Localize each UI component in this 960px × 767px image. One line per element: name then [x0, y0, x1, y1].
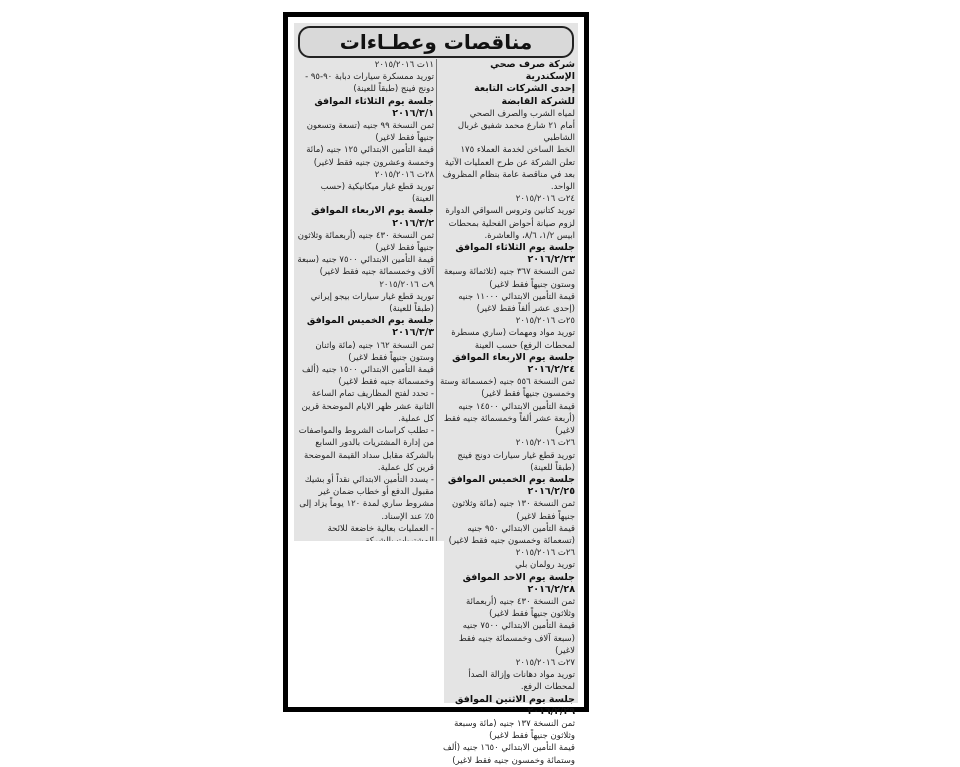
- paragraph: ثمن النسخة ٥٥٦ جنيه (خمسمائة وستة وخمسون جنيهاً فقط لاغير): [440, 377, 575, 400]
- paragraph: ثمن النسخة ١٦٢ جنيه (مائة واثنان وستون جنيهاً فقط لاغير): [315, 340, 434, 363]
- paragraph: توريد مواد ومهمات (ساري مسطرة لمحطات الرفع) حسب العينة: [451, 328, 575, 351]
- clipping-frame: [283, 12, 589, 766]
- paragraph: ثمن النسخة ٤٣٠ جنيه (أربعمائة وثلاثون جنيهاً فقط لاغير): [297, 230, 434, 254]
- paragraph: ٢٨ت ٢٠١٥/٢٠١٦: [374, 169, 434, 180]
- paragraph: ٢٤ت ٢٠١٥/٢٠١٦: [515, 194, 575, 205]
- paragraph: - يسدد التأمين الابتدائي نقداً أو بشيك مقبول الدفع أو خطاب ضمان غير مشروط ساري لمدة ١٢٠ يوماً يزاد إلى ٥٪ عند الإسناد.: [299, 474, 434, 522]
- session-heading: جلسة يوم الاحد الموافق ٢٠١٦/٢/٢٨: [462, 571, 575, 595]
- paragraph: ثمن النسخة ٣٦٧ جنيه (ثلاثمائة وسبعة وستون جنيهاً فقط لاغير): [443, 267, 575, 290]
- paragraph: أمام ٢١ شارع محمد شفيق غربال الشاطبي: [457, 121, 575, 144]
- newspaper-clipping: [294, 23, 578, 766]
- paragraph: ٢٥ت ٢٠١٥/٢٠١٦: [515, 316, 575, 327]
- paragraph: ثمن النسخة ٩٩ جنيه (تسعة وتسعون جنيهاً فقط لاغير): [306, 121, 434, 144]
- session-heading: جلسة يوم الثلاثاء الموافق ٢٠١٦/٣/١: [314, 95, 434, 119]
- session-heading: جلسة يوم الاثنين الموافق ٢٠١٦/٢/٢٩: [455, 693, 575, 717]
- paragraph: توريد قطع غيار سيارات بيجو إيراني (طبقاً للعينة): [310, 291, 434, 315]
- section-header: [298, 26, 574, 58]
- paragraph: لمياه الشرب والصرف الصحي: [469, 108, 575, 119]
- paragraph: - تطلب كراسات الشروط والمواصفات من إدارة المشتريات بالدور السابع بالشركة مقابل سداد القيمة الموضحة قرين كل عملية.: [298, 426, 434, 473]
- paragraph: - تحدد لفتح المظاريف تمام الساعة الثانية عشر ظهر الايام الموضحة قرين كل عملية.: [301, 389, 434, 424]
- paragraph: ثمن النسخة ١٣٠ جنيه (مائة وثلاثون جنيهاً فقط لاغير): [452, 499, 575, 522]
- session-heading: جلسة يوم الخميس الموافق ٢٠١٦/٣/٣: [306, 315, 434, 339]
- paragraph: الخط الساخن لخدمة العملاء ١٧٥: [460, 145, 575, 156]
- session-heading: جلسة يوم الخميس الموافق ٢٠١٦/٢/٢٥: [447, 473, 575, 498]
- paragraph: تعلن الشركة عن طرح العمليات الآتية بعد في مناقصة عامة بنظام المظروف الواحد.: [442, 157, 575, 193]
- paragraph: - العمليات بعالية خاضعة للائحة: [327, 523, 434, 534]
- left-column: [296, 59, 434, 537]
- paragraph: ٩ت ٢٠١٥/٢٠١٦: [379, 279, 434, 290]
- right-column: [439, 59, 575, 766]
- paragraph: قيمة التأمين الابتدائي ١٥٠٠ جنيه (ألف وخمسمائة جنيه فقط لاغير): [301, 365, 434, 388]
- paragraph: ١١ت ٢٠١٥/٢٠١٦: [374, 60, 434, 70]
- paragraph: ثمن النسخة ١٣٧ جنيه (مائة وسبعة وثلاثون جنيهاً فقط لاغير): [454, 718, 575, 742]
- paragraph: توريد رولمان بلي: [515, 560, 575, 571]
- paragraph: توريد قطع غيار ميكانيكية (حسب العينة): [320, 182, 434, 205]
- paragraph: توريد قطع غيار سيارات دونج فينج (طبقاً للعينة): [457, 450, 575, 473]
- paragraph: توريد مواد دهانات وإزالة الصدأ لمحطات الرفع.: [468, 670, 575, 693]
- blank-area: [294, 541, 444, 703]
- paragraph: قيمة التأمين الابتدائي ٧٥٠٠ جنيه (سبعة آلاف وخمسمائة جنيه فقط لاغير): [458, 621, 575, 656]
- session-heading: جلسة يوم الثلاثاء الموافق ٢٠١٦/٢/٢٣: [455, 242, 575, 266]
- paragraph: قيمة التأمين الابتدائي ١٦٥٠ جنيه (ألف وستمائة وخمسون جنيه فقط لاغير): [442, 743, 575, 766]
- paragraph: قيمة التأمين الابتدائي ١٤٥٠٠ جنيه (أربعة عشر ألفاً وخمسمائة جنيه فقط لاغير): [443, 401, 575, 437]
- session-heading: إحدى الشركات التابعة للشركة القابضة: [474, 83, 575, 107]
- paragraph: قيمة التأمين الابتدائي ١٢٥ جنيه (مائة وخمسة وعشرون جنيه فقط لاغير): [306, 145, 434, 168]
- paragraph: ٢٧ت ٢٠١٥/٢٠١٦: [515, 657, 575, 668]
- paragraph: قيمة التأمين الابتدائي ١١٠٠٠ جنيه (إحدى عشر ألفاً فقط لاغير): [458, 291, 575, 315]
- paragraph: ثمن النسخة ٤٣٠ جنيه (أربعمائة وثلاثون جنيهاً فقط لاغير): [465, 596, 575, 620]
- session-heading: شركة صرف صحي الإسكندرية: [490, 59, 575, 83]
- paragraph: قيمة التأمين الابتدائي ٩٥٠ جنيه (تسعمائة وخمسون جنيه فقط لاغير): [448, 523, 575, 546]
- paragraph: ٢٦ت ٢٠١٥/٢٠١٦: [515, 438, 575, 449]
- page-title: مناقصات وعطـاءات: [339, 30, 533, 54]
- paragraph: قيمة التأمين الابتدائي ٧٥٠٠ جنيه (سبعة آلاف وخمسمائة جنيه فقط لاغير): [297, 255, 434, 278]
- paragraph: توريد ممسكرة سيارات دبابة ٩٠-٩٥ - دونج فينج (طبقاً للعينة): [305, 72, 434, 95]
- session-heading: جلسة يوم الاربعاء الموافق ٢٠١٦/٢/٢٤: [452, 351, 575, 376]
- session-heading: جلسة يوم الاربعاء الموافق ٢٠١٦/٣/٢: [311, 205, 434, 229]
- paragraph: ٢٦ت ٢٠١٥/٢٠١٦: [515, 548, 575, 559]
- paragraph: توريد كتانين وتروس السواقي الدوارة لزوم صيانة أحواض الفحلية بمحطات ابيس ١/٢، ٨/٦، والعاشرة.: [445, 206, 575, 241]
